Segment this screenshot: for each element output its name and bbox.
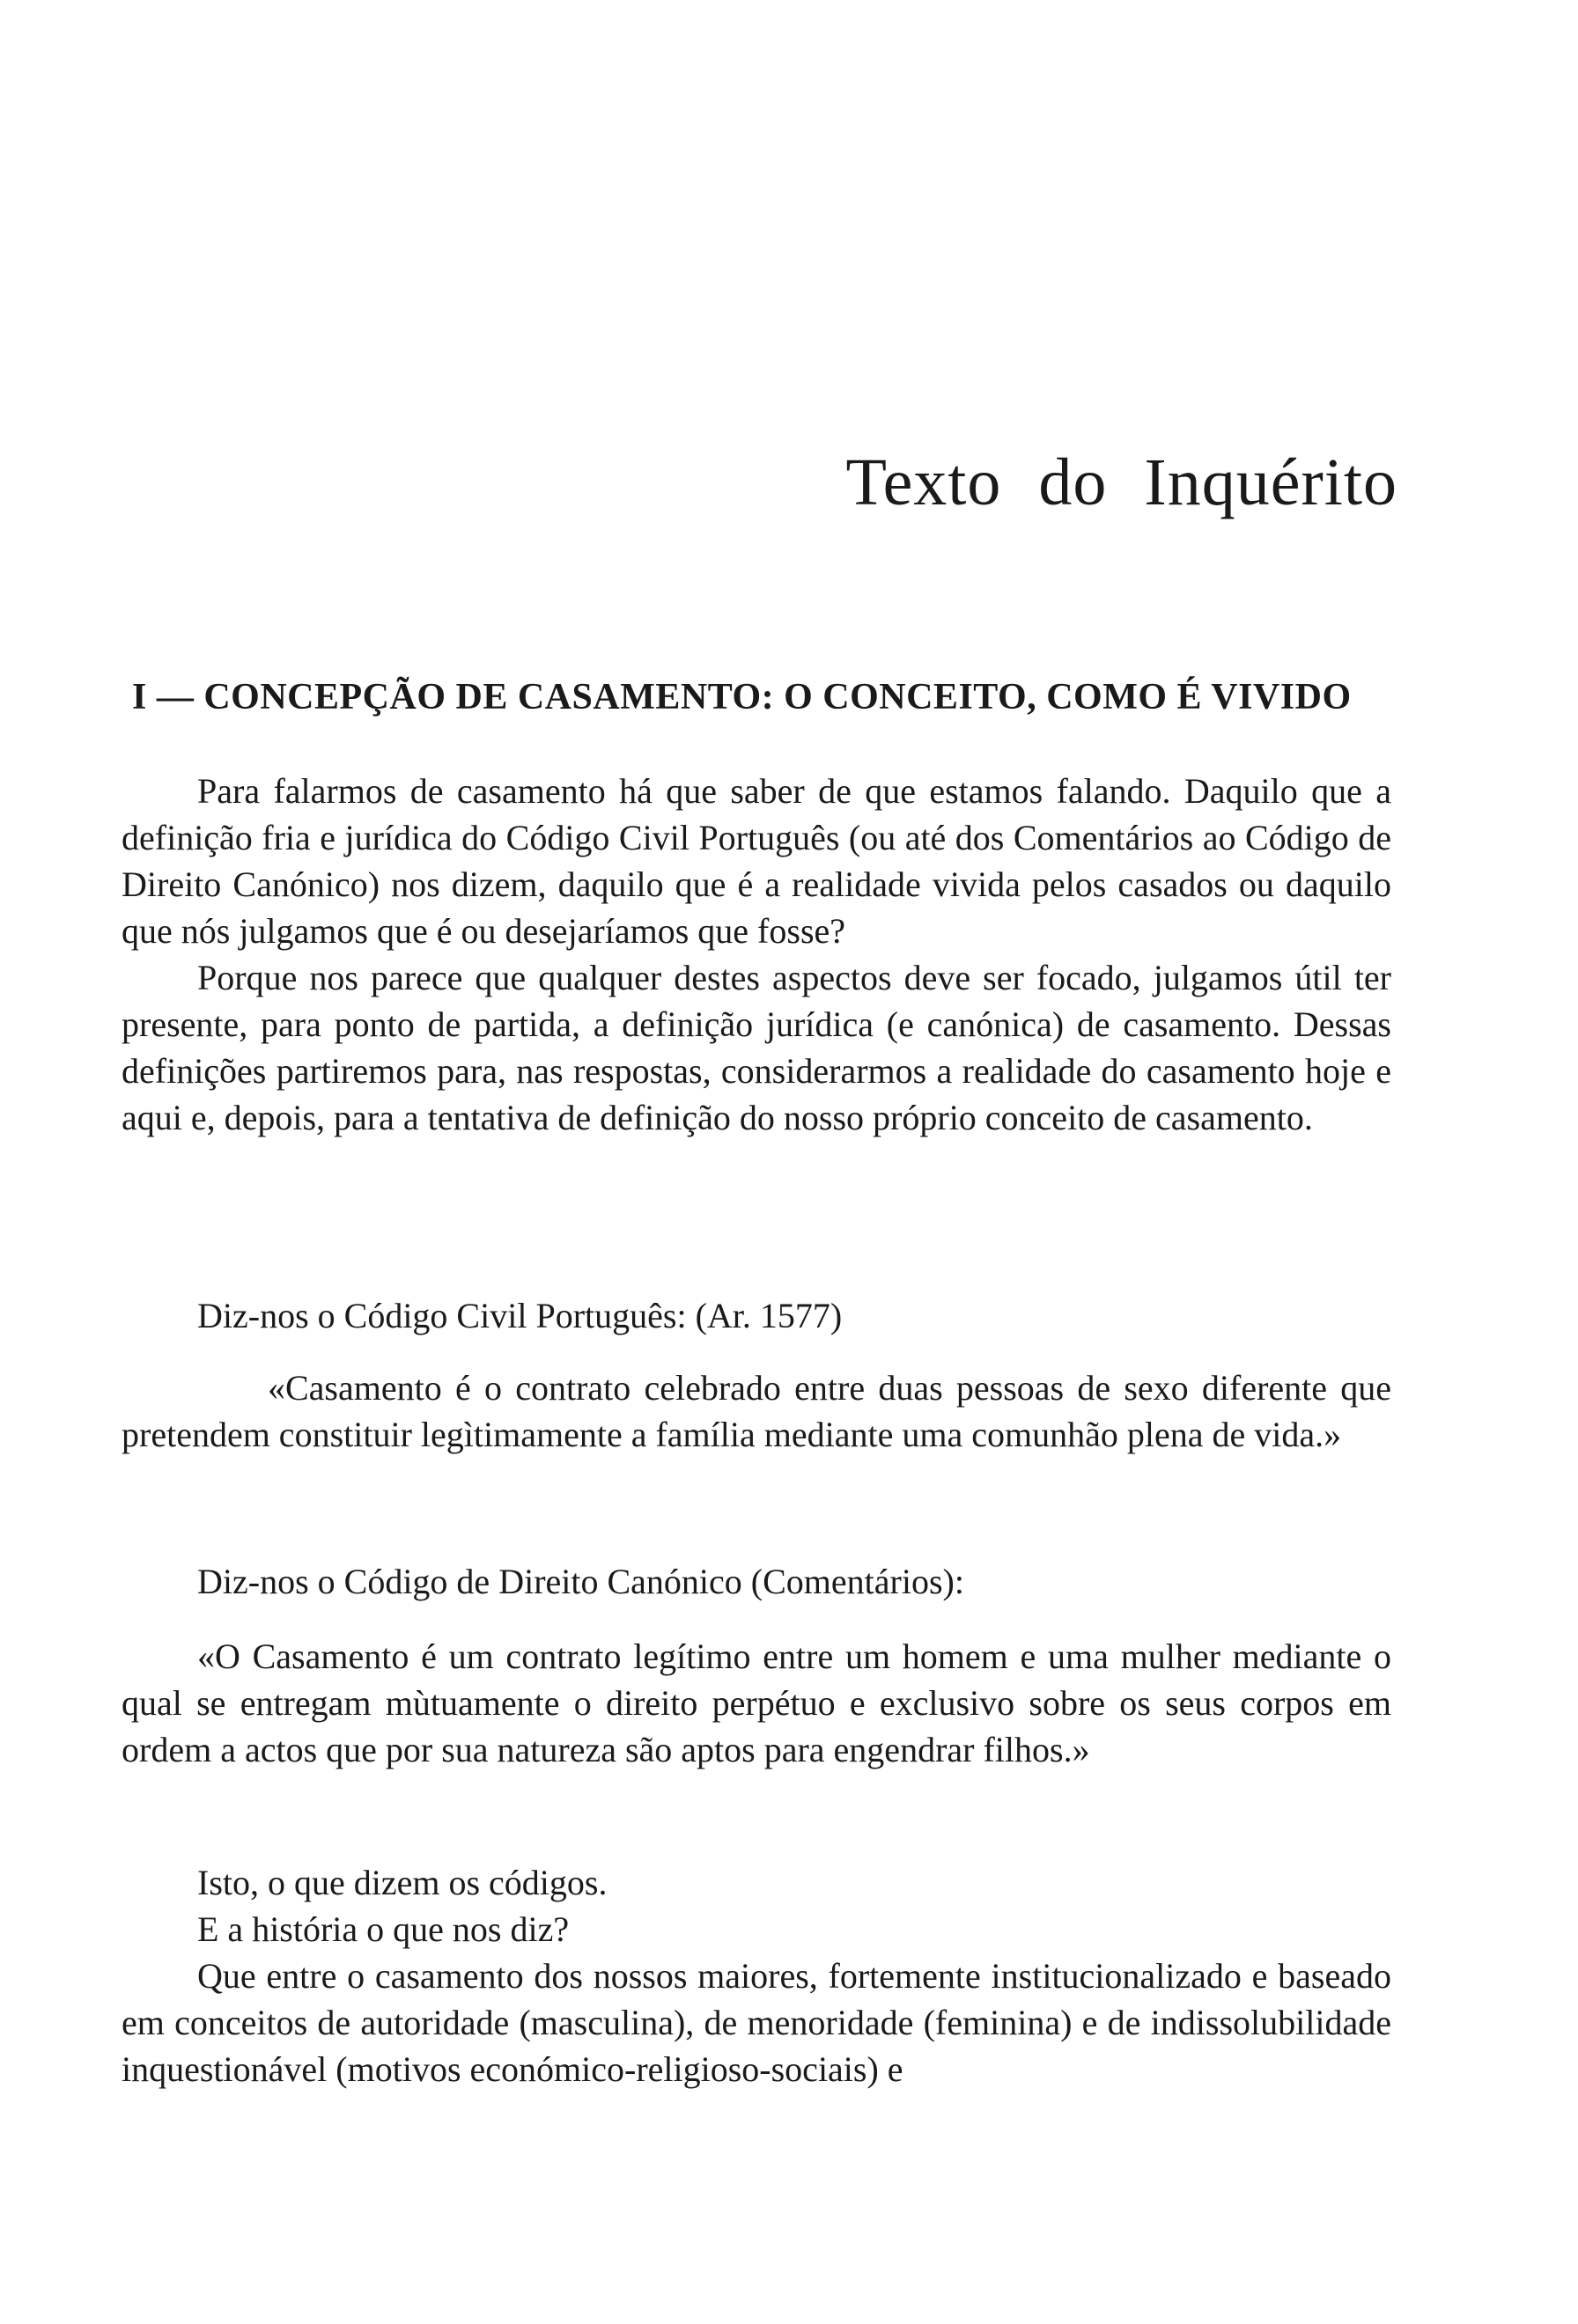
canon-code-intro: Diz-nos o Código de Direito Canónico (Comentários): [197, 1562, 964, 1601]
civil-code-quote-block [122, 1364, 1391, 1458]
paragraph-1: Para falarmos de casamento há que saber de que estamos falando. Daquilo que a definição fria e jurídica do Código Civil Português (ou até dos Comentários ao Código de Direito Canónico) nos dizem, daquilo que é a realidade vivida pelos casados ou daquilo que nós julgamos que é ou desejaríamos que fosse? [122, 771, 1391, 951]
canon-code-quote-block [122, 1633, 1391, 1773]
closing-block [122, 1859, 1391, 2092]
civil-code-quote: «Casamento é o contrato celebrado entre duas pessoas de sexo diferente que pretendem constituir legìtimamente a família mediante uma comunhão plena de vida.» [122, 1368, 1391, 1454]
civil-code-intro-block [122, 1292, 1391, 1339]
civil-code-intro: Diz-nos o Código Civil Português: (Ar. 1577) [197, 1296, 843, 1335]
section-heading: I — CONCEPÇÃO DE CASAMENTO: O CONCEITO, COMO É VIVIDO [132, 677, 1352, 717]
page-title: Texto do Inquérito [845, 445, 1397, 519]
intro-paragraphs [122, 768, 1391, 1141]
paragraph-2: Porque nos parece que qualquer destes aspectos deve ser focado, julgamos útil ter presente, para ponto de partida, a definição jurídica (e canónica) de casamento. Dessas definições partiremos para, nas respostas, considerarmos a realidade do casamento hoje e aqui e, depois, para a tentativa de definição do nosso próprio conceito de casamento. [122, 958, 1391, 1137]
closing-line-1: Isto, o que dizem os códigos. [197, 1863, 608, 1902]
canon-code-intro-block [122, 1558, 1391, 1605]
closing-line-2: E a história o que nos diz? [197, 1909, 570, 1949]
closing-line-3: Que entre o casamento dos nossos maiores, fortemente institucionalizado e baseado em conceitos de autoridade (masculina), de menoridade (feminina) e de indissolubilidade inquestionável (motivos económico-religioso-sociais) e [122, 1956, 1391, 2089]
canon-code-quote: «O Casamento é um contrato legítimo entre um homem e uma mulher mediante o qual se entregam mùtuamente o direito perpétuo e exclusivo sobre os seus corpos em ordem a actos que por sua natureza são aptos para engendrar filhos.» [122, 1636, 1391, 1769]
